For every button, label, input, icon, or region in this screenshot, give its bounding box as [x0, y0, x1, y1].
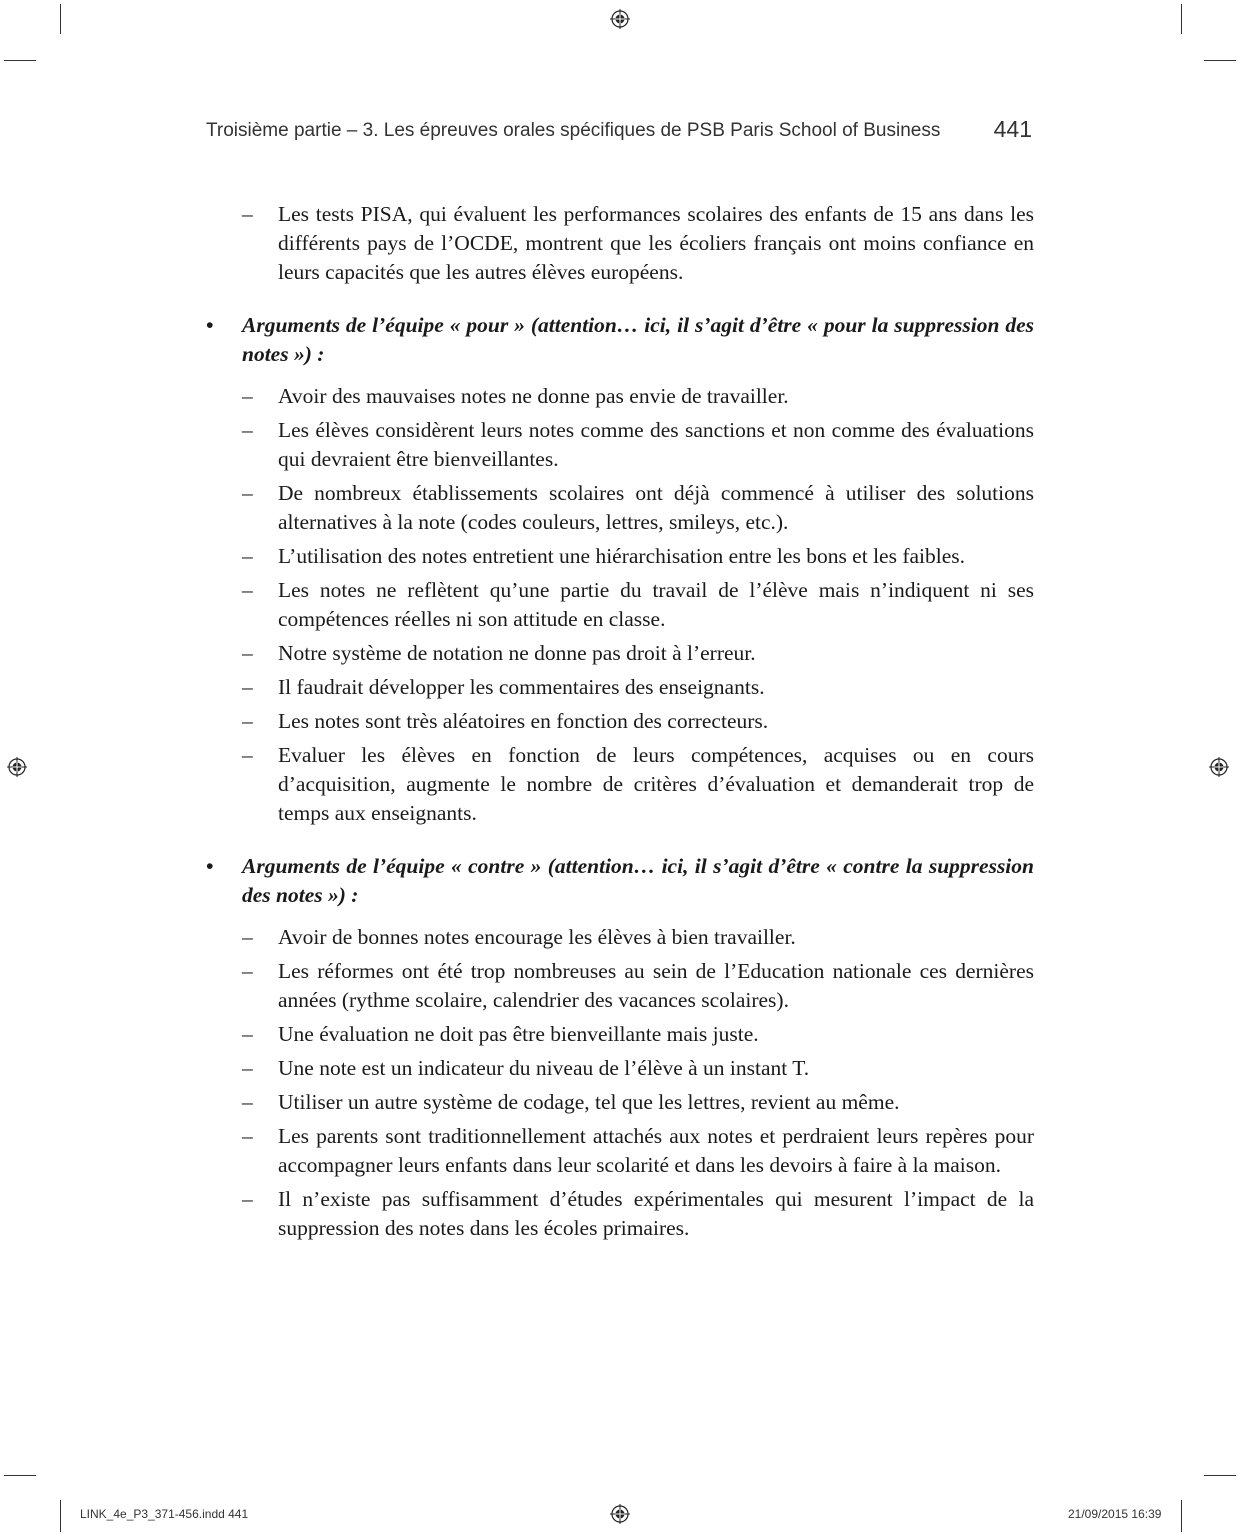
list-item: [206, 1122, 1034, 1180]
list-item-text: Une note est un indicateur du niveau de l’élève à un instant T.: [278, 1056, 810, 1080]
list-item-text: Les réformes ont été trop nombreuses au sein de l’Education nationale ces dernières années (rythme scolaire, calendrier des vacances scolaires).: [278, 959, 1034, 1012]
list-item-text: Notre système de notation ne donne pas droit à l’erreur.: [278, 641, 756, 665]
list-item: [206, 707, 1034, 736]
list-item: [206, 639, 1034, 668]
dash-marker: –: [242, 709, 253, 733]
dash-marker: –: [242, 925, 253, 949]
section-heading-text: Arguments de l’équipe « contre » (attention… ici, il s’agit d’être « contre la suppression des notes ») :: [242, 854, 1034, 907]
registration-mark-icon: [7, 757, 27, 777]
crop-mark-bottom-right-h: [1204, 1475, 1236, 1476]
page-content: [206, 200, 1034, 1248]
dash-marker: –: [242, 544, 253, 568]
crop-mark-bottom-left: [60, 1500, 61, 1532]
dash-marker: –: [242, 202, 253, 226]
bullet-marker: •: [206, 313, 214, 337]
list-item: [206, 576, 1034, 634]
page-number: 441: [993, 116, 1032, 142]
dash-marker: –: [242, 1187, 253, 1211]
list-item-text: Evaluer les élèves en fonction de leurs compétences, acquises ou en cours d’acquisition, augmente le nombre de critères d’évaluation et demanderait trop de temps aux enseignants.: [278, 743, 1034, 825]
dash-marker: –: [242, 641, 253, 665]
list-item: [206, 673, 1034, 702]
list-item: [206, 382, 1034, 411]
list-item-text: Avoir des mauvaises notes ne donne pas envie de travailler.: [278, 384, 789, 408]
list-item-text: Utiliser un autre système de codage, tel que les lettres, revient au même.: [278, 1090, 900, 1114]
section-contre: [206, 852, 1034, 1243]
dash-marker: –: [242, 675, 253, 699]
list-item: [206, 1020, 1034, 1049]
list-item: [206, 479, 1034, 537]
dash-marker: –: [242, 418, 253, 442]
section-heading: [206, 311, 1034, 369]
dash-marker: –: [242, 481, 253, 505]
argument-list: [206, 923, 1034, 1243]
dash-marker: –: [242, 1056, 253, 1080]
crop-mark-top-left: [60, 4, 61, 34]
bullet-marker: •: [206, 854, 214, 878]
list-item-text: Les notes ne reflètent qu’une partie du travail de l’élève mais n’indiquent ni ses compétences réelles ni son attitude en classe.: [278, 578, 1034, 631]
list-item: [206, 200, 1034, 287]
list-item-text: Il n’existe pas suffisamment d’études expérimentales qui mesurent l’impact de la suppression des notes dans les écoles primaires.: [278, 1187, 1034, 1240]
slug-file-info: LINK_4e_P3_371-456.indd 441: [80, 1507, 249, 1521]
dash-marker: –: [242, 743, 253, 767]
argument-list: [206, 382, 1034, 828]
section-heading: [206, 852, 1034, 910]
registration-mark-icon: [1209, 757, 1229, 777]
dash-marker: –: [242, 1022, 253, 1046]
list-item-text: Les élèves considèrent leurs notes comme des sanctions et non comme des évaluations qui devraient être bienveillantes.: [278, 418, 1034, 471]
list-item-text: L’utilisation des notes entretient une hiérarchisation entre les bons et les faibles.: [278, 544, 966, 568]
crop-mark-bottom-right: [1181, 1500, 1182, 1532]
list-item: [206, 741, 1034, 828]
intro-list: [206, 200, 1034, 287]
list-item: [206, 923, 1034, 952]
crop-mark-top-right-h: [1204, 60, 1236, 61]
list-item-text: Une évaluation ne doit pas être bienveillante mais juste.: [278, 1022, 759, 1046]
list-item-text: Les parents sont traditionnellement attachés aux notes et perdraient leurs repères pour accompagner leurs enfants dans leur scolarité et dans les devoirs à faire à la maison.: [278, 1124, 1034, 1177]
dash-marker: –: [242, 959, 253, 983]
registration-mark-icon: [610, 9, 630, 29]
list-item-text: Avoir de bonnes notes encourage les élèves à bien travailler.: [278, 925, 796, 949]
running-header: [206, 116, 1034, 146]
list-item-text: De nombreux établissements scolaires ont déjà commencé à utiliser des solutions alternatives à la note (codes couleurs, lettres, smileys, etc.).: [278, 481, 1034, 534]
dash-marker: –: [242, 1090, 253, 1114]
dash-marker: –: [242, 384, 253, 408]
registration-mark-icon: [610, 1504, 630, 1524]
list-item: [206, 542, 1034, 571]
dash-marker: –: [242, 578, 253, 602]
list-item: [206, 1088, 1034, 1117]
dash-marker: –: [242, 1124, 253, 1148]
running-title: Troisième partie – 3. Les épreuves orales spécifiques de PSB Paris School of Business: [206, 120, 941, 141]
list-item-text: Il faudrait développer les commentaires des enseignants.: [278, 675, 765, 699]
list-item: [206, 957, 1034, 1015]
list-item-text: Les tests PISA, qui évaluent les performances scolaires des enfants de 15 ans dans les différents pays de l’OCDE, montrent que les écoliers français ont moins confiance en leurs capacités que les autres élèves européens.: [278, 202, 1034, 284]
section-heading-text: Arguments de l’équipe « pour » (attention… ici, il s’agit d’être « pour la suppression des notes ») :: [242, 313, 1034, 366]
crop-mark-bottom-left-h: [4, 1475, 36, 1476]
crop-mark-top-left-h: [4, 60, 36, 61]
list-item: [206, 1054, 1034, 1083]
section-pour: [206, 311, 1034, 828]
crop-mark-top-right: [1181, 4, 1182, 34]
list-item: [206, 1185, 1034, 1243]
slug-datetime: 21/09/2015 16:39: [1068, 1507, 1162, 1521]
list-item: [206, 416, 1034, 474]
list-item-text: Les notes sont très aléatoires en fonction des correcteurs.: [278, 709, 769, 733]
